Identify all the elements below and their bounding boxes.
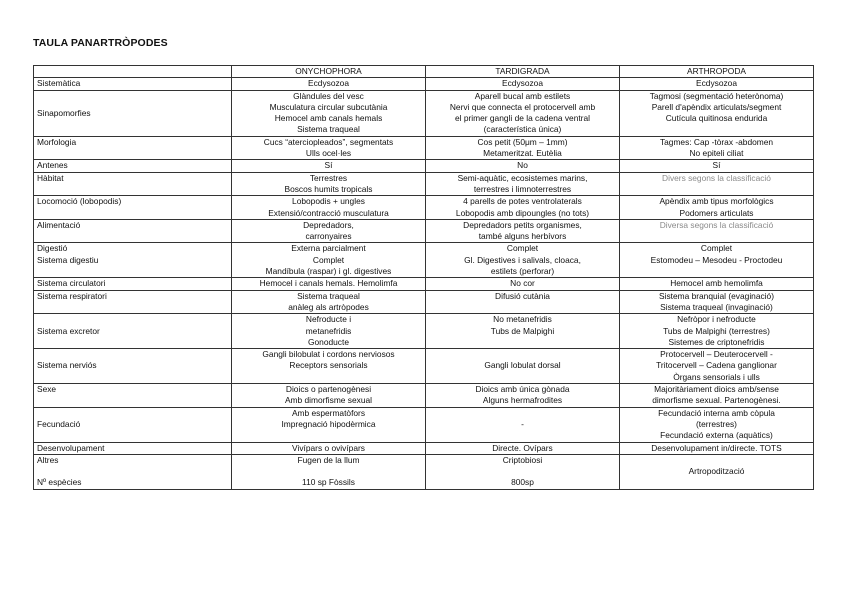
cell-line: Gangli bilobulat i cordons nerviosos xyxy=(262,349,395,360)
cell-line: Gonoducte xyxy=(308,336,349,347)
cell-line: 110 sp Fòssils xyxy=(302,477,355,488)
cell-tardigrada xyxy=(426,90,620,136)
row-nervios xyxy=(34,349,814,384)
cell-line: Protocervell – Deuterocervell - xyxy=(660,349,773,360)
cell-onychophora xyxy=(232,136,426,160)
row-label: Hàbitat xyxy=(34,172,232,196)
cell-line: Tubs de Malpighi (terrestres) xyxy=(663,325,770,336)
row-label: Sinapomorfies xyxy=(34,90,232,136)
cell-line: anàleg als artròpodes xyxy=(288,301,369,312)
cell-arthropoda: Sí xyxy=(620,160,814,172)
cell-line: Sistemes de criptonefridis xyxy=(668,336,765,347)
cell-line: Complet xyxy=(312,254,345,265)
cell-onychophora xyxy=(232,349,426,384)
cell-line: Depredadors, xyxy=(303,219,354,230)
cell-line: Fecundació interna amb còpula xyxy=(658,407,775,418)
row-digestio xyxy=(34,243,814,278)
row-label-line: Altres xyxy=(37,454,59,465)
cell-line: Criptobiosi xyxy=(502,454,543,465)
cell-arthropoda: Artropodització xyxy=(620,454,814,489)
cell-line: dimorfisme sexual. Partenogènesi. xyxy=(652,395,781,406)
cell-arthropoda: Divers segons la classificació xyxy=(620,172,814,196)
cell-line: No metanefridis xyxy=(493,314,552,325)
cell-line: Metameritzat. Eutèlia xyxy=(483,148,562,159)
cell-line: Sistema traqueal (invaginació) xyxy=(660,301,773,312)
cell-arthropoda xyxy=(620,384,814,408)
cell-arthropoda xyxy=(620,290,814,314)
cell-line: Nervi que connecta el protocervell amb xyxy=(449,101,596,112)
row-respiratori xyxy=(34,290,814,314)
cell-line: Sistema traqueal xyxy=(297,290,360,301)
cell-line: Externa parcialment xyxy=(291,243,366,254)
cell-tardigrada: No cor xyxy=(426,278,620,290)
cell-line: Glàndules del vesc xyxy=(293,90,364,101)
cell-tardigrada xyxy=(426,243,620,278)
cell-line: Cos petit (50μm – 1mm) xyxy=(477,136,568,147)
cell-onychophora: Hemocel i canals hemals. Hemolimfa xyxy=(232,278,426,290)
cell-line: Amb espermatòfors xyxy=(291,407,366,418)
cell-tardigrada: Gangli lobulat dorsal xyxy=(426,349,620,384)
cell-onychophora xyxy=(232,454,426,489)
cell-onychophora xyxy=(232,243,426,278)
row-desenvolupament xyxy=(34,442,814,454)
cell-line: Lobopodis + ungles xyxy=(292,196,365,207)
row-label: Antenes xyxy=(34,160,232,172)
cell-line: Cutícula quitinosa endurida xyxy=(665,113,768,124)
cell-tardigrada xyxy=(426,136,620,160)
cell-line: terrestres i limnoterrestres xyxy=(473,183,572,194)
cell-line: Dioics o partenogènesi xyxy=(285,384,372,395)
row-label: Sistema circulatori xyxy=(34,278,232,290)
document-title: TAULA PANARTRÒPODES xyxy=(33,37,168,49)
cell-onychophora xyxy=(232,407,426,442)
cell-tardigrada: Ecdysozoa xyxy=(426,78,620,90)
row-label: Sistema excretor xyxy=(34,314,232,349)
cell-tardigrada xyxy=(426,172,620,196)
header-arthropoda: ARTHROPODA xyxy=(620,66,814,78)
cell-tardigrada: Directe. Ovípars xyxy=(426,442,620,454)
cell-line: Fecundació externa (aquàtics) xyxy=(660,430,773,441)
cell-arthropoda xyxy=(620,196,814,220)
cell-line: Tagmosi (segmentació heterònoma) xyxy=(649,90,784,101)
cell-tardigrada xyxy=(426,454,620,489)
cell-line: Fugen de la llum xyxy=(297,454,360,465)
cell-onychophora xyxy=(232,290,426,314)
header-empty-cell xyxy=(34,66,232,78)
cell-line: metanefridis xyxy=(305,325,352,336)
row-circulatori xyxy=(34,278,814,290)
cell-tardigrada xyxy=(426,196,620,220)
cell-line: 4 parells de potes ventrolaterals xyxy=(463,196,582,207)
row-label: Desenvolupament xyxy=(34,442,232,454)
cell-line: Dioics amb única gònada xyxy=(475,384,570,395)
cell-line: No epiteli ciliat xyxy=(689,148,744,159)
row-morfologia xyxy=(34,136,814,160)
row-altres xyxy=(34,454,814,489)
cell-line: Depredadors petits organismes, xyxy=(463,219,582,230)
cell-line: Terrestres xyxy=(309,172,348,183)
cell-onychophora xyxy=(232,172,426,196)
row-sexe xyxy=(34,384,814,408)
cell-line: Hemocel amb canals hemals xyxy=(274,113,383,124)
cell-line: Sistema branquial (evaginació) xyxy=(659,290,774,301)
cell-line: Complet xyxy=(506,243,539,254)
cell-onychophora xyxy=(232,219,426,243)
cell-line: Sistema traqueal xyxy=(297,124,360,135)
panarthropoda-table xyxy=(33,65,814,490)
cell-tardigrada xyxy=(426,314,620,349)
row-locomocio xyxy=(34,196,814,220)
cell-arthropoda xyxy=(620,90,814,136)
cell-line: Lobopodis amb dipoungles (no tots) xyxy=(455,207,590,218)
cell-arthropoda xyxy=(620,407,814,442)
cell-line: Majoritàriament dioics amb/sense xyxy=(654,384,779,395)
header-row xyxy=(34,66,814,78)
row-label: Sistemàtica xyxy=(34,78,232,90)
row-habitat xyxy=(34,172,814,196)
cell-line: estilets (perforar) xyxy=(490,266,555,277)
cell-line: (terrestres) xyxy=(696,418,737,429)
cell-line: (característica única) xyxy=(483,124,562,135)
cell-line: Tritocervell – Cadena ganglionar xyxy=(656,360,777,371)
row-antenes xyxy=(34,160,814,172)
row-label: Locomoció (lobopodis) xyxy=(34,196,232,220)
cell-line: Musculatura circular subcutània xyxy=(269,101,388,112)
cell-arthropoda xyxy=(620,136,814,160)
row-excretor xyxy=(34,314,814,349)
row-label: Alimentació xyxy=(34,219,232,243)
cell-line: Alguns hermafrodites xyxy=(482,395,563,406)
cell-line: Estomodeu – Mesodeu - Proctodeu xyxy=(650,254,783,265)
cell-tardigrada: - xyxy=(426,407,620,442)
row-sinapomorfies xyxy=(34,90,814,136)
cell-line: 800sp xyxy=(511,477,534,488)
cell-onychophora: Ecdysozoa xyxy=(232,78,426,90)
cell-line: Parell d'apèndix articulats/segment xyxy=(651,101,782,112)
cell-line: Semi-aquàtic, ecosistemes marins, xyxy=(457,172,588,183)
cell-line: Apèndix amb tipus morfològics xyxy=(659,196,774,207)
row-label-line: Nº espècies xyxy=(37,477,82,488)
cell-onychophora: Sí xyxy=(232,160,426,172)
cell-onychophora xyxy=(232,196,426,220)
cell-line: Nefroducte i xyxy=(305,314,352,325)
cell-tardigrada: No xyxy=(426,160,620,172)
cell-line: Tagmes: Cap -tòrax -abdomen xyxy=(659,136,774,147)
cell-arthropoda: Desenvolupament in/directe. TOTS xyxy=(620,442,814,454)
row-label: Sistema nerviós xyxy=(34,349,232,384)
cell-tardigrada: Difusió cutània xyxy=(426,290,620,314)
cell-line: Complet xyxy=(700,243,733,254)
cell-line: Mandíbula (raspar) i gl. digestives xyxy=(265,266,392,277)
cell-arthropoda: Ecdysozoa xyxy=(620,78,814,90)
row-label-line: Digestió xyxy=(37,243,68,254)
cell-arthropoda: Diversa segons la classificació xyxy=(620,219,814,243)
cell-line: Tubs de Malpighi xyxy=(490,325,555,336)
row-label: Fecundació xyxy=(34,407,232,442)
row-alimentacio xyxy=(34,219,814,243)
cell-line: Ulls ocel·les xyxy=(305,148,352,159)
cell-line: Impregnació hipodèrmica xyxy=(281,418,376,429)
cell-onychophora xyxy=(232,90,426,136)
cell-line: Gl. Digestives i salivals, cloaca, xyxy=(464,254,581,265)
cell-line: Òrgans sensorials i ulls xyxy=(673,371,760,382)
row-label: Morfologia xyxy=(34,136,232,160)
cell-line: Amb dimorfisme sexual xyxy=(284,395,373,406)
cell-line: Receptors sensorials xyxy=(289,360,368,371)
row-label: Sistema respiratori xyxy=(34,290,232,314)
cell-line: Aparell bucal amb estilets xyxy=(474,90,571,101)
cell-line: carronyaires xyxy=(305,231,352,242)
row-label xyxy=(34,243,232,278)
row-fecundacio xyxy=(34,407,814,442)
cell-line: Boscos humits tropicals xyxy=(284,183,373,194)
cell-onychophora: Vivípars o ovivípars xyxy=(232,442,426,454)
row-sistematica xyxy=(34,78,814,90)
cell-line: Podomers articulats xyxy=(679,207,754,218)
cell-arthropoda xyxy=(620,314,814,349)
cell-tardigrada xyxy=(426,384,620,408)
cell-arthropoda: Hemocel amb hemolimfa xyxy=(620,278,814,290)
cell-line: Extensió/contracció musculatura xyxy=(268,207,389,218)
cell-tardigrada xyxy=(426,219,620,243)
row-label: Sexe xyxy=(34,384,232,408)
cell-line: Cucs “aterciopleados”, segmentats xyxy=(263,136,394,147)
header-tardigrada: TARDIGRADA xyxy=(426,66,620,78)
cell-line: el primer gangli de la cadena ventral xyxy=(454,113,590,124)
cell-arthropoda xyxy=(620,243,814,278)
cell-line: també alguns herbívors xyxy=(478,231,567,242)
header-onychophora: ONYCHOPHORA xyxy=(232,66,426,78)
row-label-line: Sistema digestiu xyxy=(37,254,99,265)
cell-onychophora xyxy=(232,314,426,349)
cell-arthropoda xyxy=(620,349,814,384)
row-label xyxy=(34,454,232,489)
cell-line: Nefròpor i nefroducte xyxy=(677,314,756,325)
cell-onychophora xyxy=(232,384,426,408)
